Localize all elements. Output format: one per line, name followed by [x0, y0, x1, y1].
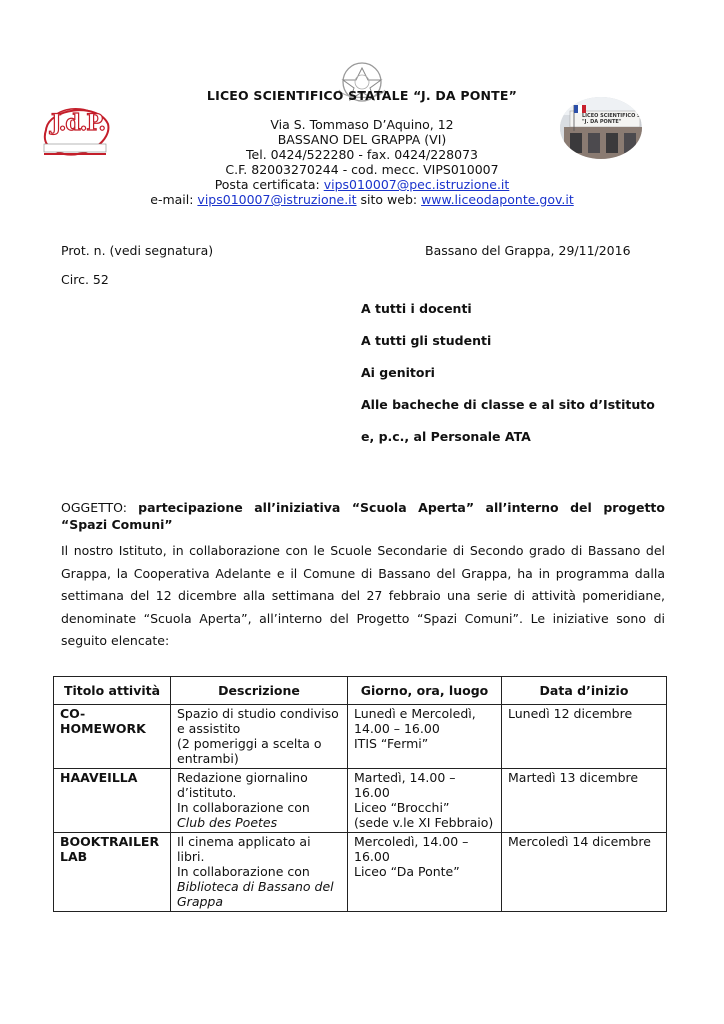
recipient-teachers: A tutti i docenti — [361, 301, 472, 316]
activity-description — [171, 705, 348, 769]
activity-when — [348, 705, 502, 769]
school-name: LICEO SCIENTIFICO STATALE “J. DA PONTE” — [206, 88, 518, 103]
email-label: e-mail: — [150, 192, 198, 207]
activity-start-date: Mercoledì 14 dicembre — [502, 833, 667, 912]
school-phone: Tel. 0424/522280 - fax. 0424/228073 — [246, 147, 478, 162]
recipient-boards: Alle bacheche di classe e al sito d’Istituto — [361, 397, 655, 412]
description-line: In collaborazione con — [177, 864, 310, 879]
activity-description — [171, 769, 348, 833]
col-header-when: Giorno, ora, luogo — [348, 677, 502, 705]
activity-title: HAAVEILLA — [54, 769, 171, 833]
protocol-number: Prot. n. (vedi segnatura) — [61, 243, 214, 258]
body-paragraph: Il nostro Istituto, in collaborazione con le Scuole Secondarie di Secondo grado di Bassano del Grappa, la Cooperativa Adelante e il Comune di Bassano del Grappa, ha in programma dalla settimana del 12 dicembre alla settimana del 27 febbraio una serie di attività pomeridiane, denominate “Scuola Aperta”, all’interno del Progetto “Spazi Comuni”. Le iniziative sono di seguito elencate: — [61, 543, 665, 648]
when-line: Mercoledì, 14.00 – 16.00 — [354, 834, 469, 864]
email-link[interactable]: vips010007@istruzione.it — [197, 192, 357, 207]
table-row — [54, 769, 667, 833]
recipient-ata-staff: e, p.c., al Personale ATA — [361, 429, 531, 444]
activity-title: CO-HOMEWORK — [54, 705, 171, 769]
description-partner: Club des Poetes — [177, 815, 278, 830]
logo-lettering: J.d.P. — [51, 110, 105, 136]
when-line: ITIS “Fermi” — [354, 736, 429, 751]
subject-label: OGGETTO: — [61, 500, 127, 515]
subject-line — [61, 499, 665, 533]
when-line: Martedì, 14.00 – 16.00 — [354, 770, 456, 800]
table-row — [54, 833, 667, 912]
col-header-title: Titolo attività — [54, 677, 171, 705]
activity-when — [348, 769, 502, 833]
description-line: In collaborazione con — [177, 800, 310, 815]
photo-sign-text: LICEO SCIENTIFICO S "J. DA PONTE" — [582, 113, 641, 125]
recipient-students: A tutti gli studenti — [361, 333, 492, 348]
school-contacts-line — [0, 192, 724, 207]
pec-link[interactable]: vips010007@pec.istruzione.it — [323, 177, 510, 192]
activity-when — [348, 833, 502, 912]
activity-start-date: Lunedì 12 dicembre — [502, 705, 667, 769]
col-header-description: Descrizione — [171, 677, 348, 705]
school-address: Via S. Tommaso D’Aquino, 12 — [270, 117, 454, 132]
recipient-parents: Ai genitori — [361, 365, 435, 380]
when-line: Liceo “Brocchi” — [354, 800, 450, 815]
description-line: Spazio di studio condiviso e assistito — [177, 706, 339, 736]
when-line: Liceo “Da Ponte” — [354, 864, 460, 879]
activity-start-date: Martedì 13 dicembre — [502, 769, 667, 833]
pec-label: Posta certificata: — [214, 177, 324, 192]
web-label: sito web: — [356, 192, 422, 207]
school-codes: C.F. 82003270244 - cod. mecc. VIPS010007 — [225, 162, 499, 177]
school-city: BASSANO DEL GRAPPA (VI) — [277, 132, 447, 147]
circular-number: Circ. 52 — [61, 272, 109, 287]
school-pec-line — [0, 177, 724, 192]
place-date: Bassano del Grappa, 29/11/2016 — [425, 243, 631, 258]
subject-text: partecipazione all’iniziativa “Scuola Aperta” all’interno del progetto “Spazi Comuni” — [61, 500, 665, 532]
table-row — [54, 705, 667, 769]
description-line: (2 pomeriggi a scelta o entrambi) — [177, 736, 322, 766]
activity-description — [171, 833, 348, 912]
when-line: Lunedì e Mercoledì, 14.00 – 16.00 — [354, 706, 476, 736]
website-link[interactable]: www.liceodaponte.gov.it — [421, 192, 574, 207]
activities-table — [53, 676, 667, 912]
description-partner: Biblioteca di Bassano del Grappa — [177, 879, 334, 909]
description-line: Redazione giornalino d’istituto. — [177, 770, 308, 800]
activity-title: BOOKTRAILER LAB — [54, 833, 171, 912]
table-header-row — [54, 677, 667, 705]
when-line: (sede v.le XI Febbraio) — [354, 815, 494, 830]
description-line: Il cinema applicato ai libri. — [177, 834, 311, 864]
col-header-start-date: Data d’inizio — [502, 677, 667, 705]
